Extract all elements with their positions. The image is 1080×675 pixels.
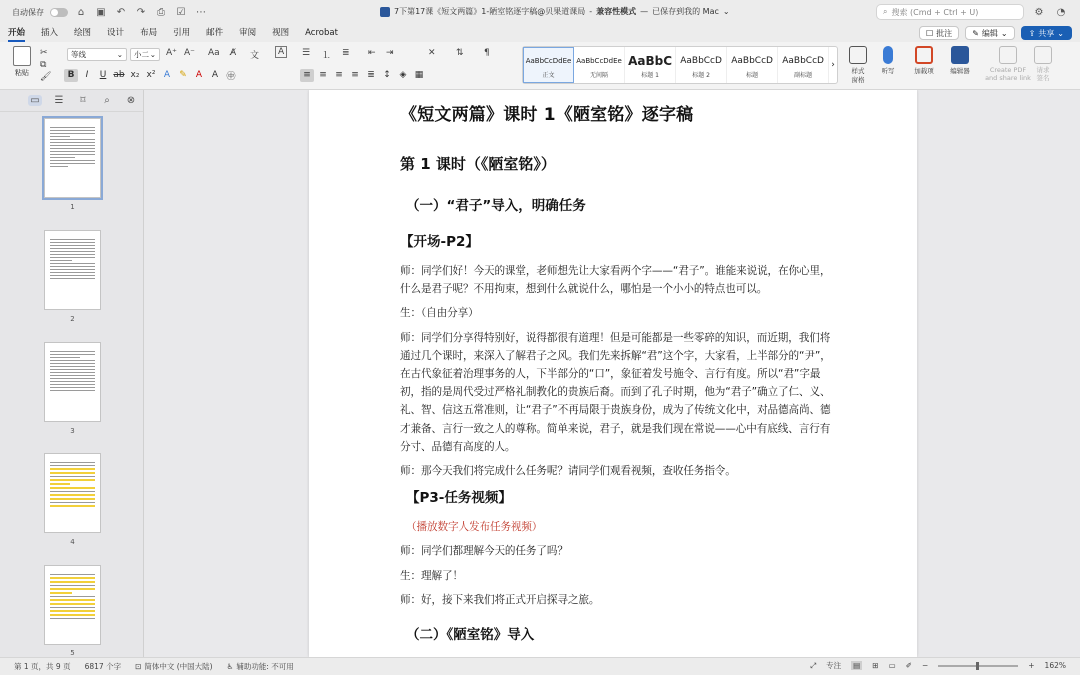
page-thumbnail-3[interactable] [44,342,101,422]
comment-button[interactable]: ☐ 批注 [919,26,959,40]
autosave-toggle[interactable] [50,8,68,17]
page-thumbnail-5[interactable] [44,565,101,645]
print-icon[interactable]: ⎙ [157,6,165,18]
tab-acrobat[interactable]: Acrobat [305,28,338,38]
page-thumbnail-1[interactable] [44,118,101,198]
cut-icon[interactable]: ✂ [40,48,48,58]
line-spacing-icon[interactable]: ↕ [383,70,391,80]
request-signature-button[interactable]: 请求 签名 [1028,46,1058,82]
character-border-icon[interactable]: A [275,46,287,58]
styles-pane-icon [849,46,867,64]
document-title: 《短文两篇》课时 1《陋室铭》逐字稿 [400,105,694,125]
font-size-select[interactable]: 小二 ⌄ [130,48,160,61]
editor-button[interactable]: 编辑器 [942,46,978,75]
tab-home[interactable]: 开始 [8,24,25,42]
paragraph: 师：那今天我们将完成什么任务呢？请同学们观看视频，查收任务指令。 [400,465,736,478]
close-icon[interactable]: ⊗ [126,95,136,106]
bold-icon[interactable]: B [64,69,78,82]
signature-icon [1034,46,1052,64]
clear-format-icon[interactable]: A̸ [230,48,237,58]
zoom-in-icon[interactable]: + [1028,661,1035,670]
outline-view-icon[interactable]: ✐ [905,661,912,670]
addins-icon [915,46,933,64]
zoom-level[interactable]: 162% [1044,661,1066,670]
show-marks-icon[interactable]: ¶ [484,48,490,58]
home-icon[interactable]: ⌂ [77,6,85,18]
redo-icon[interactable]: ↷ [136,6,146,18]
nav-pane-tabs [0,90,143,112]
addins-button[interactable]: 加载项 [906,46,942,75]
search-icon[interactable]: ⌕ [104,95,110,106]
zoom-slider[interactable] [938,665,1018,667]
underline-icon[interactable]: U [99,70,107,80]
share-button[interactable]: ⇪ 共享 ⌄ [1021,26,1072,40]
chevron-down-icon: ⌄ [149,50,156,59]
align-left-icon[interactable]: ≡ [300,69,314,82]
style-subtitle[interactable]: AaBbCcD 副标题 [778,47,829,83]
page-number-label: 2 [70,315,75,323]
page-number-label: 4 [70,538,75,546]
page-number-label: 1 [70,203,75,211]
document-canvas [144,90,1080,657]
save-icon[interactable]: ▣ [96,6,106,18]
ribbon [0,42,1080,90]
autosave-label: 自动保存 [12,7,44,17]
account-icon[interactable]: ◔ [1056,6,1066,18]
dictate-button[interactable]: 听写 [870,46,906,75]
paragraph: 生：（自由分享） [400,307,479,320]
print-layout-icon[interactable]: ▤ [853,661,861,670]
paragraph: 生：理解了！ [400,569,463,582]
document-body [400,100,840,657]
paragraph: 师：同学们好！今天的课堂，老师想先让大家看两个字——“君子”。谁能来说说，在你心里，什么是君子呢？不用拘束，想到什么就说什么，哪怕是一个小小的特点也可以。 [400,265,831,296]
undo-icon[interactable]: ↶ [116,6,126,18]
justify-icon[interactable]: ≡ [351,70,359,80]
save-status[interactable]: 已保存到我的 Mac [652,7,719,16]
highlighter-icon[interactable]: ✎ [179,70,187,80]
window-title: 7下第17课《短文两篇》1-陋室铭逐字稿@贝果道课局 - 兼容性模式 — 已保存到我的 Mac ⌄ [380,6,730,17]
tab-view[interactable]: 视图 [272,28,290,38]
tab-insert[interactable]: 插入 [41,28,59,38]
tab-mailings[interactable]: 邮件 [206,28,224,38]
subsection-heading: 【开场-P2】 [400,234,479,250]
tab-draw[interactable]: 绘图 [74,28,92,38]
section-heading: （二）《陋室铭》导入 [406,627,535,644]
tab-references[interactable]: 引用 [173,28,191,38]
style-normal[interactable]: AaBbCcDdEe 正文 [523,47,574,83]
thumbnails-icon[interactable]: ▭ [28,95,42,106]
outline-icon[interactable]: ☰ [54,95,64,106]
tab-design[interactable]: 设计 [107,28,125,38]
stage-direction: （播放数字人发布任务视频） [406,521,543,534]
share-icon: ⇪ [1028,28,1036,38]
distribute-icon[interactable]: ≣ [367,70,375,80]
superscript-icon[interactable]: x² [146,70,156,80]
character-shading-icon[interactable]: A [211,70,219,80]
bullets-icon[interactable]: ☰ [302,48,311,58]
settings-icon[interactable]: ⚙ [1034,6,1044,18]
clipboard-icon [13,46,31,66]
read-mode-icon[interactable]: ▭ [888,661,896,670]
chevron-down-icon: ⌄ [1057,28,1064,38]
status-bar [0,657,1080,675]
compat-mode: 兼容性模式 [596,7,637,16]
text-effects-icon[interactable]: A [163,70,171,80]
style-heading-2[interactable]: AaBbCcD 标题 2 [676,47,727,83]
search-placeholder: 搜索 (Cmd + Ctrl + U) [891,7,979,17]
proofing-icon: ⊡ [135,662,142,671]
page-thumbnail-2[interactable] [44,230,101,310]
multilevel-list-icon[interactable]: ≣ [342,48,350,58]
chevron-down-icon: ⌄ [1000,28,1008,38]
phonetic-guide-icon[interactable]: 文 [250,51,260,61]
zoom-slider-thumb[interactable] [976,662,979,670]
editor-icon [951,46,969,64]
strikethrough-icon[interactable]: ab [113,70,125,80]
navigation-pane [0,90,144,657]
tab-layout[interactable]: 布局 [140,28,158,38]
focus-label[interactable]: 专注 [826,661,842,670]
shading-icon[interactable]: ◈ [399,70,407,80]
paragraph: 师：同学们分享得特别好，说得都很有道理！但是可能都是一些零碎的知识，而近期，我们将通过几个课时，来深入了解君子之风。我们先来拆解“君”这个字，大家看，上半部分的“尹”，在古代象征着治理事务的人，下半部分的“口”，象征着发号施令、言行有度。所以“君”字最初，指的是周代受过严格礼制教化的贵族后裔。而到了孔子时期，他为“君子”确立了仁、义、礼、智、信这五常准则，让“君子”不再局限于贵族身份，成为了传统文化中，对品德高尚、德才兼备、言行一致之人的尊称。简单来说，君子，就是我们现在常说——心中有底线、言行有分寸、品德有高度的人。 [400,331,831,453]
search-icon: ⌕ [883,7,888,16]
web-layout-icon[interactable]: ⊞ [872,661,879,670]
microphone-icon [883,46,893,64]
borders-icon[interactable]: ▦ [414,70,424,80]
more-icon[interactable]: ⋯ [196,6,206,18]
format-painter-icon[interactable]: 🖌 [40,72,52,82]
styles-gallery [522,46,838,84]
zoom-out-icon[interactable]: − [921,661,929,670]
checkbox-icon[interactable]: ☑ [176,6,186,18]
grow-font-icon[interactable]: A⁺ [166,48,177,58]
paragraph: 师：好，接下来我们将正式开启探寻之旅。 [400,593,600,606]
focus-icon[interactable]: ⤢ [810,660,817,670]
lesson-heading: 第 1 课时（《陋室铭》） [400,155,556,173]
subsection-heading: 【P3-任务视频】 [406,490,512,507]
change-case-icon[interactable]: Aa [208,48,220,58]
shrink-font-icon[interactable]: A⁻ [184,48,195,58]
section-heading: （一）“君子”导入，明确任务 [406,198,586,214]
page-number-label: 3 [70,427,75,435]
word-doc-icon [380,7,390,17]
create-pdf-button[interactable]: Create PDF and share link [982,46,1034,82]
word-count[interactable]: 6817 个字 [84,662,122,671]
pencil-icon: ✎ [972,28,979,38]
styles-more-icon[interactable]: › [831,60,835,70]
increase-indent-icon[interactable]: ⇥ [386,48,394,58]
italic-icon[interactable]: I [85,70,89,80]
copy-icon[interactable]: ⧉ [40,60,47,70]
sort-icon[interactable]: ⇅ [456,48,464,58]
chevron-down-icon: ⌄ [116,50,123,59]
font-color-icon[interactable]: A [195,70,203,80]
style-title[interactable]: AaBbCcD 标题 [727,47,778,83]
ribbon-tabs [0,24,1080,42]
style-heading-1[interactable]: AaBbC 标题 1 [625,47,676,83]
language[interactable]: ⊡ 简体中文 (中国大陆) [135,662,213,671]
numbering-icon[interactable]: ⒈ [322,51,332,61]
doc-title: 7下第17课《短文两篇》1-陋室铭逐字稿@贝果道课局 [394,7,586,16]
asian-layout-icon[interactable]: ✕ [428,48,436,58]
bookmark-icon[interactable]: ⌑ [80,95,86,106]
font-name-select[interactable]: 等线 ⌄ [67,48,127,61]
align-center-icon[interactable]: ≡ [319,70,327,80]
page-number-label: 5 [70,649,75,657]
enclosed-char-icon[interactable]: ㊥ [226,71,236,82]
page-thumbnail-4[interactable] [44,453,101,533]
document-page[interactable] [309,90,917,657]
font-format-group [64,68,238,82]
page-info[interactable]: 第 1 页，共 9 页 [14,662,71,671]
decrease-indent-icon[interactable]: ⇤ [368,48,376,58]
style-no-spacing[interactable]: AaBbCcDdEe 无间隔 [574,47,625,83]
title-bar [0,0,1080,24]
paragraph: 师：同学们都理解今天的任务了吗？ [400,545,568,558]
paste-button[interactable]: 粘贴 [10,46,34,78]
accessibility[interactable]: ♿ 辅助功能: 不可用 [226,662,294,671]
pdf-icon [999,46,1017,64]
subscript-icon[interactable]: x₂ [130,70,140,80]
chevron-down-icon[interactable]: ⌄ [722,7,730,16]
accessibility-icon: ♿ [226,662,234,671]
search-input[interactable] [876,4,1024,20]
tab-review[interactable]: 审阅 [239,28,257,38]
styles-pane-button[interactable]: 样式 窗格 [840,46,876,84]
align-right-icon[interactable]: ≡ [335,70,343,80]
edit-button[interactable]: ✎ 编辑 ⌄ [965,26,1014,40]
comment-icon: ☐ [926,28,934,38]
paragraph-format-group [300,68,426,82]
